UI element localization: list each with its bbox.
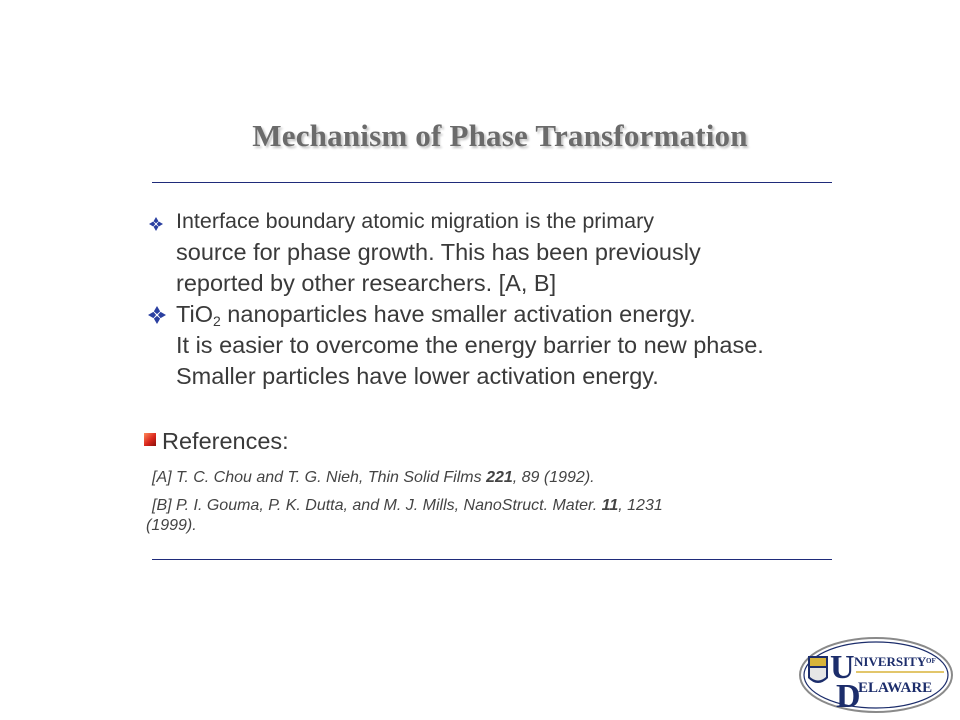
four-diamond-bullet-icon (149, 217, 163, 231)
bullet-line-rest: nanoparticles have smaller activation energy. (220, 301, 696, 327)
bullet-line: Smaller particles have lower activation energy. (176, 363, 659, 389)
logo-line1: NIVERSITY (854, 654, 927, 669)
bullet-line: It is easier to overcome the energy barrier to new phase. (176, 332, 764, 358)
reference-item (146, 468, 846, 488)
bullet-line: Interface boundary atomic migration is the primary (176, 209, 654, 233)
bottom-divider (152, 559, 832, 560)
reference-lead: [B] P. I. Gouma, P. K. Dutta, and M. J. Mills, NanoStruct. Mater. (152, 497, 602, 514)
reference-volume: 11 (601, 497, 619, 514)
reference-item (146, 496, 846, 536)
four-diamond-bullet-icon (148, 306, 166, 324)
reference-volume: 221 (486, 469, 513, 486)
logo-line2: ELAWARE (858, 680, 933, 696)
bullet-item (146, 206, 866, 299)
reference-lead: [A] T. C. Chou and T. G. Nieh, (152, 469, 368, 486)
formula-subscript: 2 (212, 313, 221, 329)
red-square-bullet-icon (144, 433, 156, 446)
bullet-line (176, 299, 866, 330)
bullet-line: source for phase growth. This has been previously (176, 239, 701, 265)
university-of-delaware-logo (798, 636, 954, 714)
bullet-list (146, 206, 866, 392)
bullet-line: reported by other researchers. [A, B] (176, 270, 557, 296)
top-divider (152, 182, 832, 183)
logo-line1-suffix: OF (926, 657, 936, 665)
reference-rest: , 89 (1992). (512, 469, 595, 486)
formula-base: TiO (176, 301, 213, 327)
logo-initial-d: D (836, 678, 861, 714)
slide-title: Mechanism of Phase Transformation (252, 118, 748, 153)
reference-continuation: (1999). (146, 517, 197, 534)
reference-rest: , 1231 (618, 497, 663, 514)
reference-journal: Thin Solid Films (367, 469, 487, 486)
logo-initial-u: U (830, 649, 855, 686)
bullet-item (146, 299, 866, 392)
references-heading-label: References: (162, 428, 289, 454)
references-heading (144, 428, 289, 455)
